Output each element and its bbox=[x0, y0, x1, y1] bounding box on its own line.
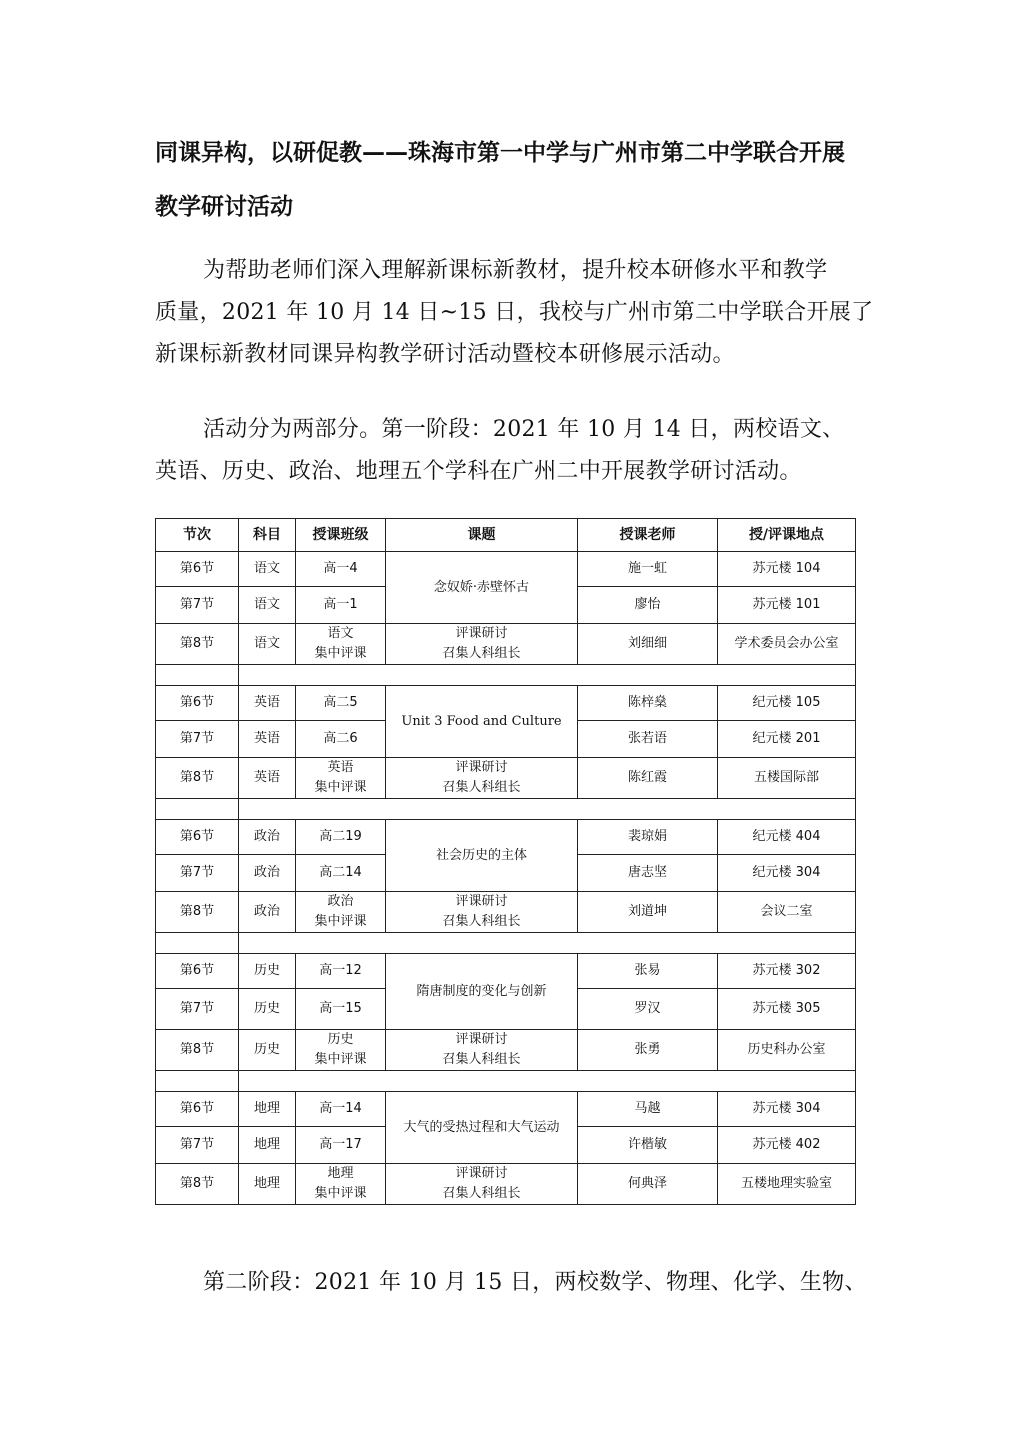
cell-topic: 念奴娇·赤壁怀古 bbox=[386, 552, 578, 624]
topic-line-1: 评课研讨 bbox=[455, 626, 508, 641]
cell-subject: 政治 bbox=[239, 892, 296, 933]
cell-teacher: 罗汉 bbox=[578, 989, 718, 1030]
cell-subject: 英语 bbox=[239, 758, 296, 799]
cell-teacher: 许楷敏 bbox=[578, 1127, 718, 1164]
header-period: 节次 bbox=[156, 519, 239, 552]
cell-place: 纪元楼 105 bbox=[718, 686, 856, 721]
header-teacher: 授课老师 bbox=[578, 519, 718, 552]
cell-subject: 政治 bbox=[239, 820, 296, 855]
topic-line-1: 评课研讨 bbox=[455, 760, 508, 775]
table-row-review bbox=[156, 1164, 856, 1205]
cell-teacher: 施一虹 bbox=[578, 552, 718, 587]
cell-period: 第8节 bbox=[156, 624, 239, 665]
cell-class bbox=[296, 892, 386, 933]
cell-place: 纪元楼 304 bbox=[718, 855, 856, 892]
table-row bbox=[156, 686, 856, 721]
cell-topic bbox=[386, 758, 578, 799]
cell-place: 纪元楼 404 bbox=[718, 820, 856, 855]
topic-line-2: 召集人科组长 bbox=[442, 646, 521, 661]
cell-topic bbox=[386, 1164, 578, 1205]
cell-class: 高一4 bbox=[296, 552, 386, 587]
header-place: 授/评课地点 bbox=[718, 519, 856, 552]
cell-period: 第7节 bbox=[156, 1127, 239, 1164]
cell-subject: 历史 bbox=[239, 989, 296, 1030]
cell-subject: 历史 bbox=[239, 954, 296, 989]
class-line-2: 集中评课 bbox=[314, 1052, 367, 1067]
cell-teacher: 廖怡 bbox=[578, 587, 718, 624]
cell-class: 高一15 bbox=[296, 989, 386, 1030]
cell-teacher: 何典泽 bbox=[578, 1164, 718, 1205]
cell-place: 五楼国际部 bbox=[718, 758, 856, 799]
cell-place: 苏元楼 302 bbox=[718, 954, 856, 989]
cell-class: 高一14 bbox=[296, 1092, 386, 1127]
topic-line-2: 召集人科组长 bbox=[442, 914, 521, 929]
header-class: 授课班级 bbox=[296, 519, 386, 552]
cell-teacher: 唐志坚 bbox=[578, 855, 718, 892]
cell-place: 苏元楼 304 bbox=[718, 1092, 856, 1127]
topic-line-1: 评课研讨 bbox=[455, 1166, 508, 1181]
class-line-1: 政治 bbox=[327, 894, 354, 909]
table-row bbox=[156, 820, 856, 855]
intro-line-2: 质量，2021 年 10 月 14 日~15 日，我校与广州市第二中学联合开展了 bbox=[155, 300, 874, 325]
cell-period: 第6节 bbox=[156, 1092, 239, 1127]
class-line-1: 地理 bbox=[327, 1166, 354, 1181]
topic-line-1: 评课研讨 bbox=[455, 894, 508, 909]
cell-topic bbox=[386, 1030, 578, 1071]
cell-place: 苏元楼 104 bbox=[718, 552, 856, 587]
cell-class bbox=[296, 758, 386, 799]
topic-line-2: 召集人科组长 bbox=[442, 1052, 521, 1067]
stage-one-paragraph bbox=[155, 409, 875, 493]
cell-topic: 社会历史的主体 bbox=[386, 820, 578, 892]
cell-subject: 地理 bbox=[239, 1127, 296, 1164]
spacer-row bbox=[156, 799, 856, 820]
header-subject: 科目 bbox=[239, 519, 296, 552]
table-row bbox=[156, 552, 856, 587]
stage-one-line-1: 活动分为两部分。第一阶段：2021 年 10 月 14 日，两校语文、 bbox=[203, 417, 845, 442]
class-line-1: 英语 bbox=[327, 760, 354, 775]
cell-subject: 地理 bbox=[239, 1092, 296, 1127]
stage-two-line-1: 第二阶段：2021 年 10 月 15 日，两校数学、物理、化学、生物、 bbox=[203, 1270, 867, 1295]
class-line-2: 集中评课 bbox=[314, 1186, 367, 1201]
cell-teacher: 张若语 bbox=[578, 721, 718, 758]
spacer-row bbox=[156, 1071, 856, 1092]
cell-class: 高一17 bbox=[296, 1127, 386, 1164]
spacer-row bbox=[156, 665, 856, 686]
class-line-1: 语文 bbox=[327, 626, 354, 641]
title-line-2: 教学研讨活动 bbox=[155, 194, 293, 220]
cell-teacher: 陈梓燊 bbox=[578, 686, 718, 721]
cell-period: 第6节 bbox=[156, 552, 239, 587]
cell-teacher: 张易 bbox=[578, 954, 718, 989]
cell-class bbox=[296, 624, 386, 665]
class-line-2: 集中评课 bbox=[314, 914, 367, 929]
cell-class bbox=[296, 1164, 386, 1205]
cell-topic: Unit 3 Food and Culture bbox=[386, 686, 578, 758]
cell-teacher: 张勇 bbox=[578, 1030, 718, 1071]
cell-subject: 英语 bbox=[239, 686, 296, 721]
table-row-review bbox=[156, 1030, 856, 1071]
class-line-2: 集中评课 bbox=[314, 780, 367, 795]
cell-topic bbox=[386, 624, 578, 665]
cell-subject: 语文 bbox=[239, 552, 296, 587]
cell-period: 第6节 bbox=[156, 954, 239, 989]
table-row bbox=[156, 1092, 856, 1127]
cell-period: 第6节 bbox=[156, 820, 239, 855]
intro-line-3: 新课标新教材同课异构教学研讨活动暨校本研修展示活动。 bbox=[155, 342, 735, 367]
cell-subject: 政治 bbox=[239, 855, 296, 892]
cell-teacher: 刘道坤 bbox=[578, 892, 718, 933]
cell-place: 历史科办公室 bbox=[718, 1030, 856, 1071]
table-row-review bbox=[156, 624, 856, 665]
cell-teacher: 刘细细 bbox=[578, 624, 718, 665]
stage-one-line-2: 英语、历史、政治、地理五个学科在广州二中开展教学研讨活动。 bbox=[155, 459, 802, 484]
cell-period: 第7节 bbox=[156, 721, 239, 758]
cell-class: 高二5 bbox=[296, 686, 386, 721]
cell-place: 纪元楼 201 bbox=[718, 721, 856, 758]
table-body bbox=[156, 552, 856, 1205]
table-header-row bbox=[156, 519, 856, 552]
cell-period: 第8节 bbox=[156, 758, 239, 799]
table-row-review bbox=[156, 758, 856, 799]
cell-place: 苏元楼 101 bbox=[718, 587, 856, 624]
cell-place: 会议二室 bbox=[718, 892, 856, 933]
cell-place: 学术委员会办公室 bbox=[718, 624, 856, 665]
topic-line-2: 召集人科组长 bbox=[442, 780, 521, 795]
cell-period: 第7节 bbox=[156, 587, 239, 624]
cell-place: 苏元楼 305 bbox=[718, 989, 856, 1030]
header-topic: 课题 bbox=[386, 519, 578, 552]
cell-class bbox=[296, 1030, 386, 1071]
cell-topic: 大气的受热过程和大气运动 bbox=[386, 1092, 578, 1164]
cell-subject: 英语 bbox=[239, 721, 296, 758]
cell-place: 五楼地理实验室 bbox=[718, 1164, 856, 1205]
cell-period: 第8节 bbox=[156, 892, 239, 933]
intro-paragraph bbox=[155, 250, 875, 376]
cell-subject: 语文 bbox=[239, 624, 296, 665]
cell-class: 高二19 bbox=[296, 820, 386, 855]
cell-class: 高二6 bbox=[296, 721, 386, 758]
cell-period: 第8节 bbox=[156, 1030, 239, 1071]
cell-teacher: 陈红霞 bbox=[578, 758, 718, 799]
cell-class: 高二14 bbox=[296, 855, 386, 892]
cell-topic: 隋唐制度的变化与创新 bbox=[386, 954, 578, 1030]
stage-two-paragraph bbox=[155, 1262, 875, 1304]
cell-subject: 语文 bbox=[239, 587, 296, 624]
table-row-review bbox=[156, 892, 856, 933]
table-row bbox=[156, 954, 856, 989]
cell-subject: 历史 bbox=[239, 1030, 296, 1071]
cell-period: 第7节 bbox=[156, 989, 239, 1030]
title-line-1: 同课异构，以研促教——珠海市第一中学与广州市第二中学联合开展 bbox=[155, 140, 845, 166]
topic-line-2: 召集人科组长 bbox=[442, 1186, 521, 1201]
class-line-2: 集中评课 bbox=[314, 646, 367, 661]
spacer-row bbox=[156, 933, 856, 954]
cell-teacher: 裴琼娟 bbox=[578, 820, 718, 855]
cell-subject: 地理 bbox=[239, 1164, 296, 1205]
cell-period: 第6节 bbox=[156, 686, 239, 721]
intro-line-1: 为帮助老师们深入理解新课标新教材，提升校本研修水平和教学 bbox=[203, 258, 828, 283]
cell-teacher: 马越 bbox=[578, 1092, 718, 1127]
cell-topic bbox=[386, 892, 578, 933]
article-title bbox=[155, 126, 875, 234]
cell-period: 第7节 bbox=[156, 855, 239, 892]
class-line-1: 历史 bbox=[327, 1032, 354, 1047]
topic-line-1: 评课研讨 bbox=[455, 1032, 508, 1047]
cell-class: 高一12 bbox=[296, 954, 386, 989]
cell-place: 苏元楼 402 bbox=[718, 1127, 856, 1164]
schedule-table bbox=[155, 518, 856, 1205]
cell-period: 第8节 bbox=[156, 1164, 239, 1205]
cell-class: 高一1 bbox=[296, 587, 386, 624]
